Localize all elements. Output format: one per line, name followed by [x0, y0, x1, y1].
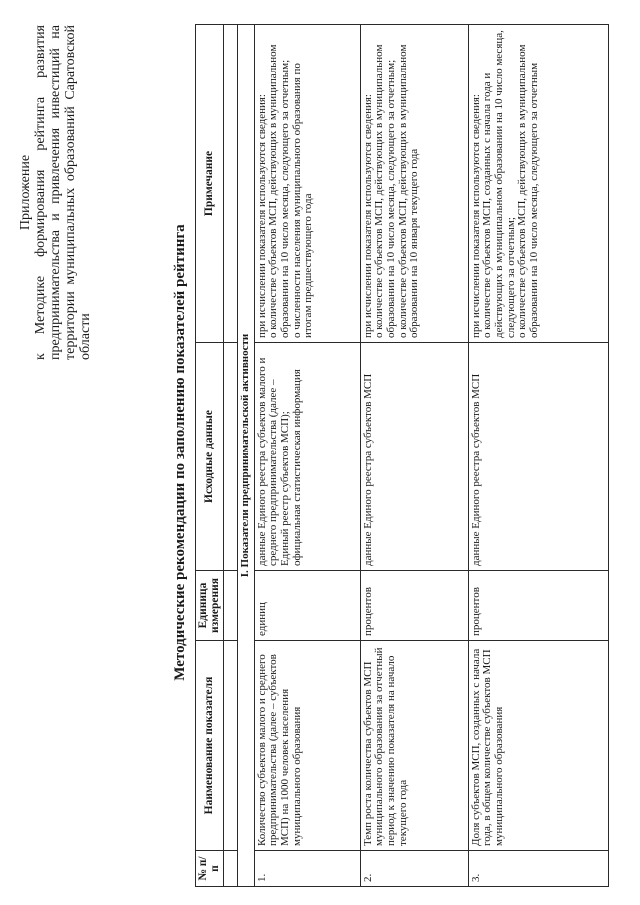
row-notes [360, 25, 468, 343]
section-title: I. Показатели предпринимательской активности [238, 25, 255, 887]
header-note: Примечание [196, 25, 224, 343]
row-num: 3. [468, 851, 608, 887]
row-source: данные Единого реестра субъектов малого и среднего предпринимательства (далее – Единый реестр субъектов МСП); официальная статистическая информация [254, 343, 360, 571]
row-name: Количество субъектов малого и среднего предпринимательства (далее – субъектов МСП) на 1000 человек населения муниципального образования [254, 641, 360, 851]
row-num: 2. [360, 851, 468, 887]
document-title: Методические рекомендации по заполнению показателей рейтинга [172, 224, 188, 681]
header-num: № п/п [196, 851, 224, 887]
table-header-row [196, 25, 224, 887]
header-source: Исходные данные [196, 343, 224, 571]
row-name: Темп роста количества субъектов МСП муниципального образования за отчетный период к значению показателя на начало текущего года [360, 641, 468, 851]
row-name: Доля субъектов МСП, созданных с начала года, в общем количестве субъектов МСП муниципального образования [468, 641, 608, 851]
table-row [468, 25, 608, 887]
column-number-cell [224, 343, 238, 571]
row-unit: процентов [468, 571, 608, 641]
appendix-title: Приложение [18, 154, 33, 231]
header-name: Наименование показателя [196, 641, 224, 851]
row-unit: процентов [360, 571, 468, 641]
row-notes [468, 25, 608, 343]
appendix-body: к Методике формирования рейтинга развития предпринимательства и привлечения инвестиций на территории муниципальных образований Саратовской области [33, 25, 93, 360]
appendix-block [18, 25, 93, 360]
column-number-cell [224, 851, 238, 887]
column-number-row [224, 25, 238, 887]
row-source: данные Единого реестра субъектов МСП [360, 343, 468, 571]
row-unit: единиц [254, 571, 360, 641]
header-unit: Единица измерения [196, 571, 224, 641]
note-line: о количестве субъектов МСП, действующих в муниципальном образовании на 10 число месяца, следующего за отчетным; [373, 44, 397, 338]
note-line: о количестве субъектов МСП, действующих в муниципальном образовании на 10 число месяца, следующего за отчетным [516, 44, 540, 338]
table-row [254, 25, 360, 887]
table-row [360, 25, 468, 887]
indicators-table [195, 24, 609, 887]
note-line: при исчислении показателя используются сведения: [469, 94, 482, 338]
note-line: при исчислении показателя используются сведения: [255, 94, 268, 338]
section-row [238, 25, 255, 887]
column-number-cell [224, 25, 238, 343]
note-line: о количестве субъектов МСП, действующих в муниципальном образовании на 10 число месяца, следующего за отчетным; [267, 44, 291, 338]
rotated-page-content [10, 10, 630, 895]
note-line: о количестве субъектов МСП, созданных с начала года и действующих в муниципальном образовании на 10 число месяца, следующего за отчетным; [481, 30, 517, 338]
row-source: данные Единого реестра субъектов МСП [468, 343, 608, 571]
note-line: о количестве субъектов МСП, действующих в муниципальном образовании на 10 января текущего года [396, 44, 421, 338]
note-line: о численности населения муниципального образования по итогам предшествующего года [290, 63, 315, 338]
column-number-cell [224, 571, 238, 641]
note-line: при исчислении показателя используются сведения: [361, 94, 374, 338]
column-number-cell [224, 641, 238, 851]
row-notes [254, 25, 360, 343]
row-num: 1. [254, 851, 360, 887]
